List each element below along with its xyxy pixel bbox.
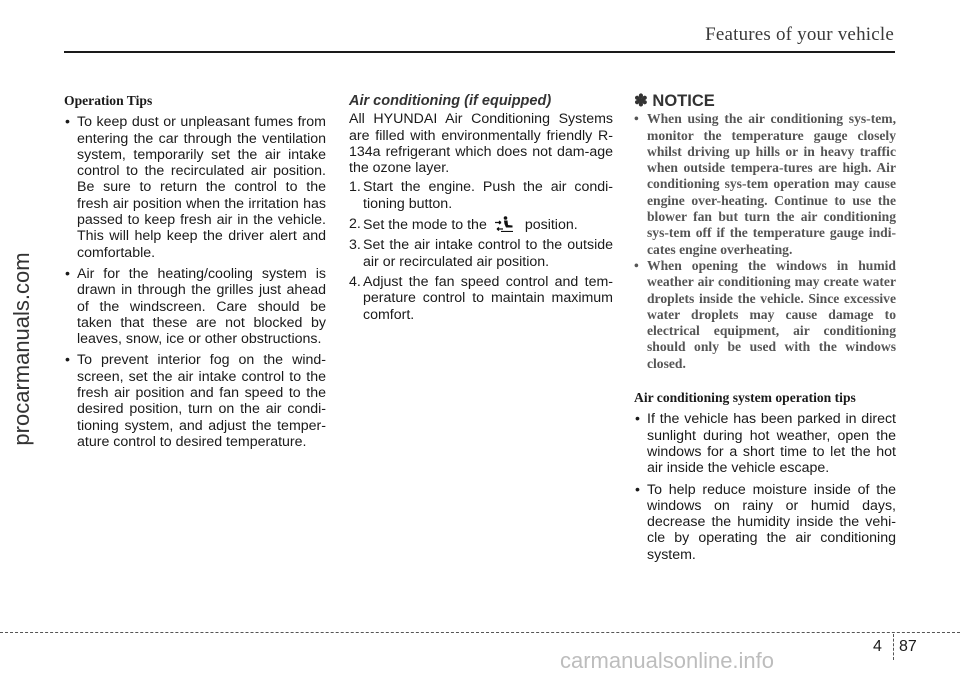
column-operation-tips [64,93,326,455]
chapter-number: 4 [873,638,882,655]
air-conditioning-heading: Air conditioning (if equipped) [349,93,552,109]
side-watermark: procarmanuals.com [9,252,34,446]
notice-item: • When using the air conditioning sys-tem, monitor the temperature gauge closely whilst driving up hills or in heavy traffic when outside tempera-tures are high. Air conditioning sys-tem operation may cause engine over-heating. Continue to use the blower fan but turn the air conditioning sys-tem off if the temperature gauge indi-cates engine overheating. [634,111,896,258]
step-item [349,179,613,212]
footer-rule [0,632,960,633]
notice-heading [634,93,896,109]
bottom-watermark: carmanualsonline.info [560,648,775,673]
page-number: 87 [899,638,917,655]
notice-heading-text: NOTICE [652,92,715,110]
header-rule [64,51,895,53]
notice-list [634,111,896,372]
operation-tip-item: • Air for the heating/cooling system is drawn in through the grilles just ahead of the windscreen. Care should be taken that these are not blocked by leaves, snow, ice or other obstructions. [64,266,326,347]
step-number: 1. [349,179,361,196]
air-conditioning-steps [349,179,613,322]
step-text: Set the mode to the [363,217,487,234]
operation-tips-list [64,114,326,450]
ac-tip-item: • If the vehicle has been parked in direct sunlight during hot weather, open the windows for a short time to let the hot air inside the vehicle escape. [634,411,896,476]
step-item [349,274,613,323]
operation-tips-heading: Operation Tips [64,93,153,108]
operation-tip-item: • To keep dust or unpleasant fumes from entering the car through the ventilation system, temporarily set the air intake control to the recirculated air position. Be sure to return the control to the fresh air position when the irritation has passed to keep fresh air in the vehicle. This will help keep the driver alert and comfortable. [64,114,326,261]
ac-operation-tips-heading: Air conditioning system operation tips [634,390,856,406]
step-number: 3. [349,237,361,254]
step-number: 4. [349,273,361,290]
step-text: Start the engine. Push the air condi-tioning button. [363,179,613,212]
column-notice [634,93,896,568]
column-air-conditioning [349,93,613,327]
floor-mode-icon [493,216,515,232]
air-conditioning-intro: All HYUNDAI Air Conditioning Systems are filled with environmentally friendly R-134a refrigerant which does not dam-age the ozone layer. [349,111,613,177]
notice-item: • When opening the windows in humid weather air conditioning may create water droplets inside the vehicle. Since excessive water droplets may cause damage to electrical equipment, air conditioning should only be used with the windows closed. [634,258,896,372]
ac-tip-item: • To help reduce moisture inside of the windows on rainy or humid days, decrease the humidity inside the vehi-cle by operating the air conditioning system. [634,482,896,563]
step-item [349,216,613,233]
operation-tip-item: • To prevent interior fog on the wind-screen, set the air intake control to the fresh air position and fan speed to the desired position, turn on the air condi-tioning system, and adjust the temper-ature control to desired temperature. [64,352,326,450]
step-number: 2. [349,216,361,233]
step-text: Set the air intake control to the outside air or recirculated air position. [363,237,613,270]
page-separator [893,634,894,660]
spacer [634,372,896,390]
step-item [349,237,613,270]
notice-symbol-icon: ✽ [634,92,648,110]
ac-operation-tips-list [634,411,896,563]
step-text: Adjust the fan speed control and tem-perature control to maintain maximum comfort. [363,273,613,323]
step-text: position. [524,217,578,234]
page-header-title: Features of your vehicle [705,24,894,45]
